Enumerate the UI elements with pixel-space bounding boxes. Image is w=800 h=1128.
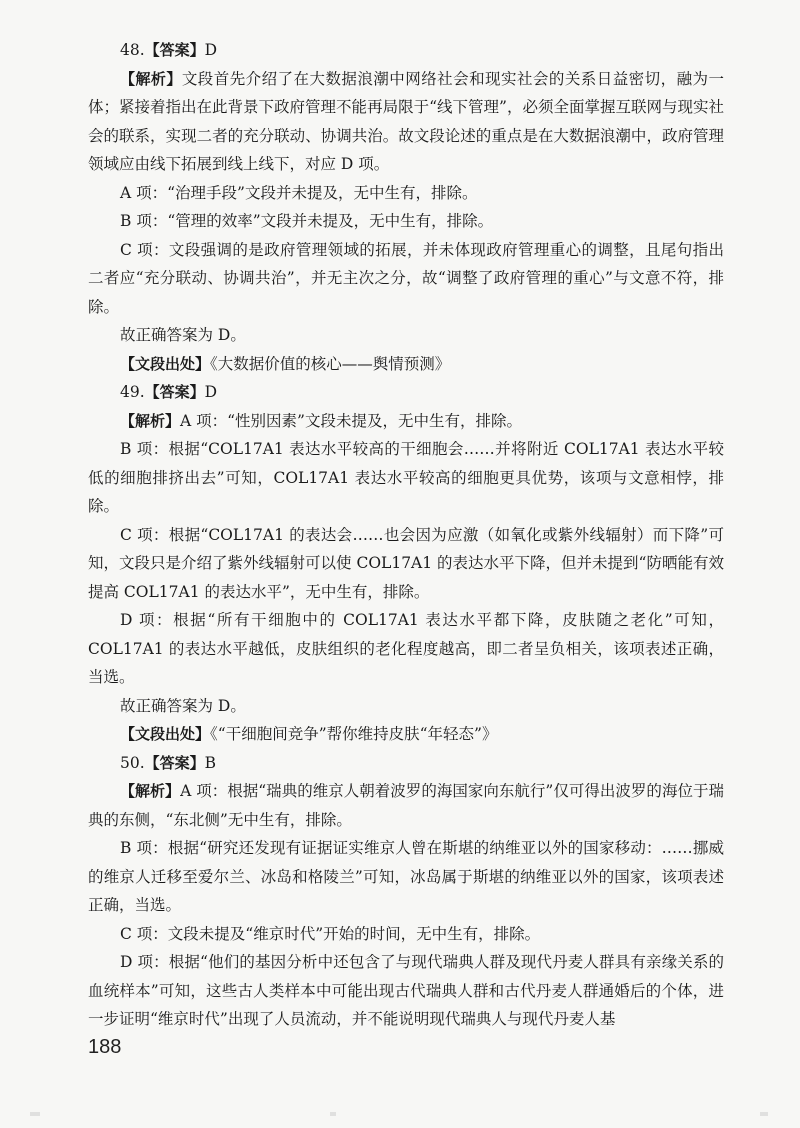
analysis-49: 【解析】A 项：“性别因素”文段未提及，无中生有，排除。	[120, 411, 522, 430]
answer-50: 50.【答案】B	[120, 753, 217, 772]
source-48: 【文段出处】《大数据价值的核心——舆情预测》	[120, 354, 451, 373]
answer-48: 48.【答案】D	[120, 41, 218, 59]
answer-49: 49.【答案】D	[120, 383, 218, 401]
conclusion-49: 故正确答案为 D。	[120, 696, 246, 715]
option-b-50: B 项：根据“研究还发现有证据证实维京人曾在斯堪的纳维亚以外的国家移动：……挪威的维京人迁移至爱尔兰、冰岛和格陵兰”可知，冰岛属于斯堪的纳维亚以外的国家，该项表述正确，当选。	[88, 839, 724, 914]
option-d-50: D 项：根据“他们的基因分析中还包含了与现代瑞典人群及现代丹麦人群具有亲缘关系的血统样本”可知，这些古人类样本中可能出现古代瑞典人群和古代丹麦人群通婚后的个体，进一步证明“维京时代”出现了人员流动，并不能说明现代瑞典人与现代丹麦人基	[88, 953, 724, 1028]
conclusion-48: 故正确答案为 D。	[120, 326, 246, 344]
scan-speck	[30, 1112, 40, 1116]
option-c-48: C 项：文段强调的是政府管理领域的拓展，并未体现政府管理重心的调整，且尾句指出二者应“充分联动、协调共治”，并无主次之分，故“调整了政府管理的重心”与文意不符，排除。	[88, 240, 724, 316]
source-49: 【文段出处】《“干细胞间竞争”帮你维持皮肤“年轻态”》	[120, 725, 498, 743]
page-number: 188	[88, 1036, 122, 1058]
option-c-50: C 项：文段未提及“维京时代”开始的时间，无中生有，排除。	[120, 924, 541, 943]
analysis-48: 【解析】文段首先介绍了在大数据浪潮中网络社会和现实社会的关系日益密切，融为一体；紧接着指出在此背景下政府管理不能再局限于“线下管理”，必须全面掌握互联网与现实社会的联系，实现二者的充分联动、协调共治。故文段论述的重点是在大数据浪潮中，政府管理领域应由线下拓展到线上线下，对应 D 项。	[88, 69, 724, 173]
scan-speck	[760, 1112, 768, 1116]
option-d-49: D 项：根据“所有干细胞中的 COL17A1 表达水平都下降，皮肤随之老化”可知，COL17A1 的表达水平越低，皮肤组织的老化程度越高，即二者呈负相关，该项表述正确，当选。	[88, 611, 724, 686]
analysis-50: 【解析】A 项：根据“瑞典的维京人朝着波罗的海国家向东航行”仅可得出波罗的海位于瑞典的东侧，“东北侧”无中生有，排除。	[88, 782, 724, 829]
option-b-48: B 项：“管理的效率”文段并未提及，无中生有，排除。	[120, 212, 494, 230]
option-b-49: B 项：根据“COL17A1 表达水平较高的干细胞会……并将附近 COL17A1 表达水平较低的细胞排挤出去”可知，COL17A1 表达水平较高的细胞更具优势，该项与文意相悖，排除。	[88, 440, 724, 515]
option-a-48: A 项：“治理手段”文段并未提及，无中生有，排除。	[120, 183, 478, 202]
scan-speck	[330, 1112, 336, 1116]
document-body	[88, 36, 724, 1034]
option-c-49: C 项：根据“COL17A1 的表达会……也会因为应激（如氧化或紫外线辐射）而下降”可知，文段只是介绍了紫外线辐射可以使 COL17A1 的表达水平下降，但并未提到“防晒能有效提高 COL17A1 的表达水平”，无中生有，排除。	[88, 525, 724, 601]
